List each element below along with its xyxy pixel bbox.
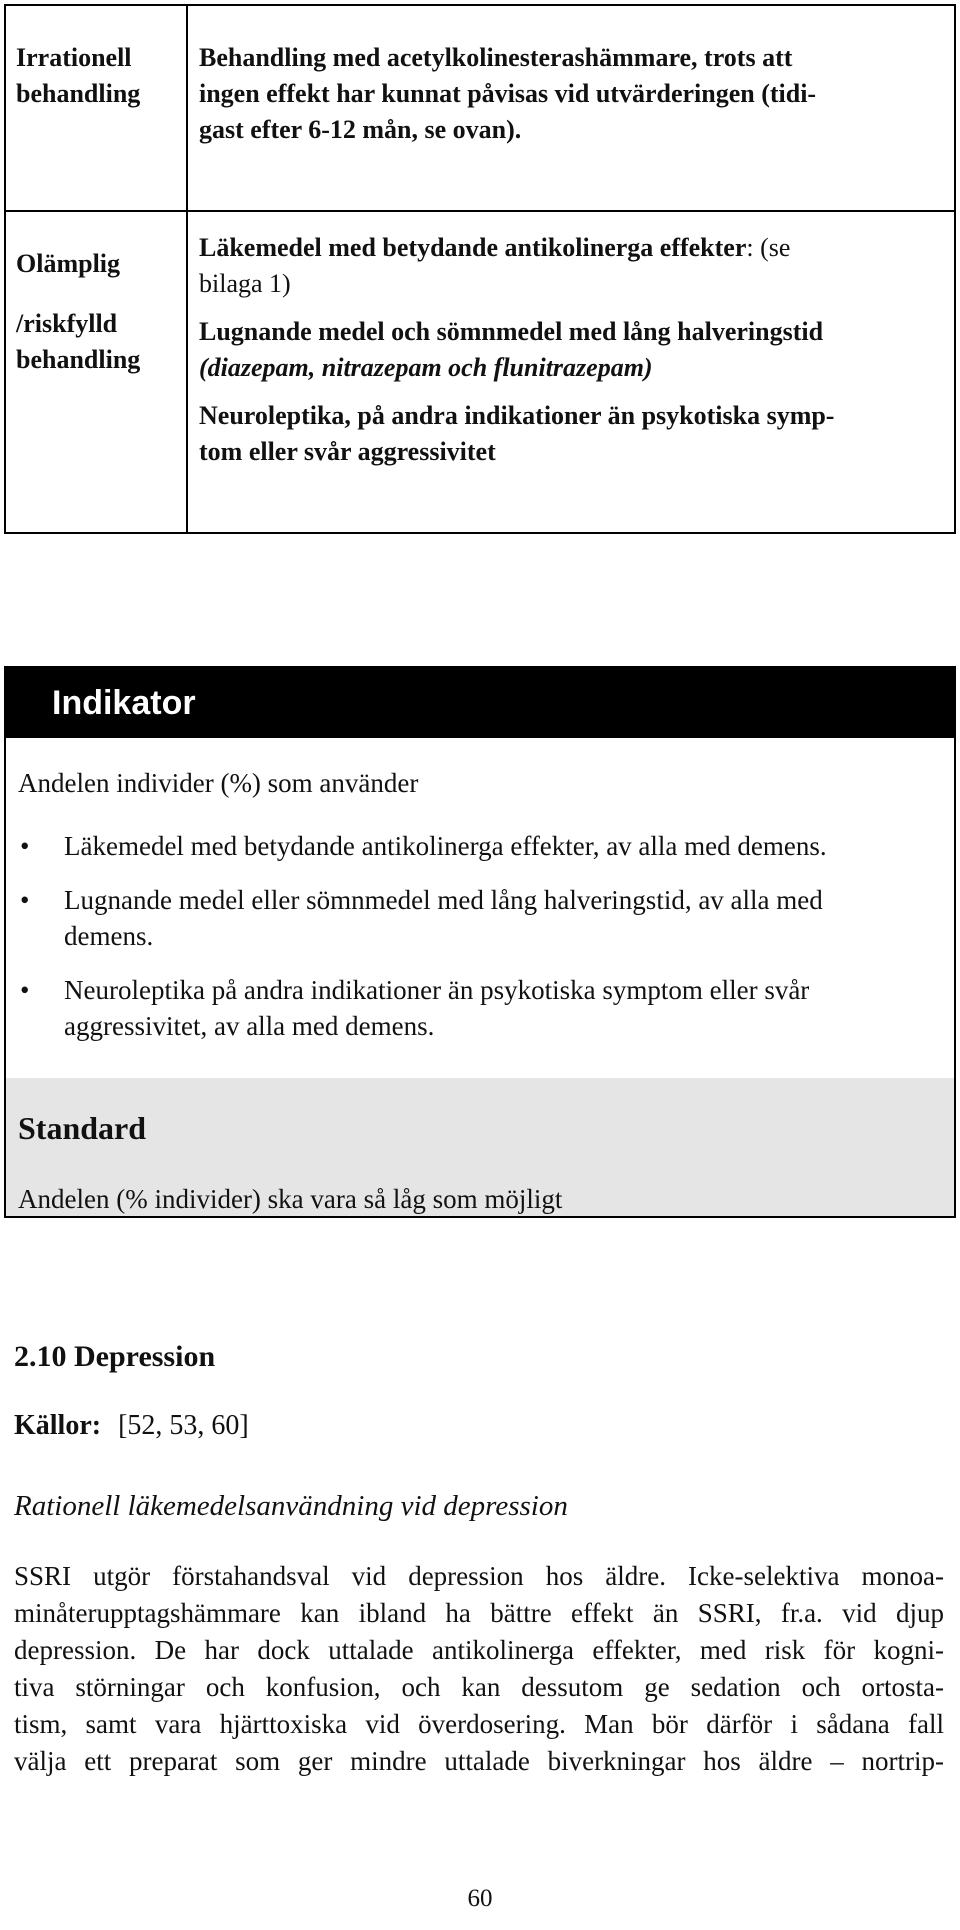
row-label-irrational: [16, 40, 181, 112]
indicator-intro: Andelen individer (%) som använder: [18, 768, 419, 798]
section-heading: 2.10 Depression: [14, 1340, 216, 1373]
table-row-unsuitable: [6, 210, 954, 532]
text-line: Behandling med acetylkolinesterashämmare, trots att: [199, 43, 793, 72]
item-rest: bilaga 1): [199, 269, 291, 298]
row-text-unsuitable: [199, 230, 940, 482]
label-line: /riskfylld: [16, 309, 118, 338]
paragraph-line: välja ett preparat som ger mindre uttalade biverkningar hos äldre – nortrip-: [14, 1746, 944, 1776]
standard-text: Andelen (% individer) ska vara så låg som möjligt: [18, 1184, 563, 1214]
column-divider: [186, 210, 188, 532]
bullet-line: Läkemedel med betydande antikolinerga effekter, av alla med demens.: [64, 831, 827, 861]
paragraph-line: depression. De har dock uttalade antikolinerga effekter, med risk för kogni-: [14, 1635, 944, 1665]
text-line: ingen effekt har kunnat påvisas vid utvärderingen (tidi-: [199, 79, 817, 108]
bullet-line: Lugnande medel eller sömnmedel med lång halveringstid, av alla med: [64, 885, 823, 915]
label-line: behandling: [16, 345, 141, 374]
paragraph-line: SSRI utgör förstahandsval vid depression hos äldre. Icke-selektiva monoa-: [14, 1561, 944, 1591]
bullet-line: aggressivitet, av alla med demens.: [64, 1011, 435, 1041]
page-number: 60: [467, 1885, 493, 1912]
subheading: Rationell läkemedelsanvändning vid depression: [14, 1490, 568, 1522]
sources-label: Källor:: [14, 1410, 102, 1441]
column-divider: [186, 6, 188, 210]
paragraph-line: minåterupptagshämmare kan ibland ha bättre effekt än SSRI, fr.a. vid djup: [14, 1598, 944, 1628]
bullet-icon: •: [20, 975, 30, 1005]
paragraph-line: tiva störningar och konfusion, och kan dessutom ge sedation och ortosta-: [14, 1672, 944, 1702]
body-paragraph: [14, 1558, 944, 1780]
standard-section: [6, 1078, 954, 1216]
item-neuroleptics: [199, 398, 940, 470]
standard-title: Standard: [18, 1110, 147, 1146]
bullet-line: demens.: [64, 921, 154, 951]
bullet-line: Neuroleptika på andra indikationer än psykotiska symptom eller svår: [64, 975, 810, 1005]
item-line: tom eller svår aggressivitet: [199, 437, 496, 466]
paragraph-line: tism, samt vara hjärttoxiska vid överdosering. Man bör därför i sådana fall: [14, 1709, 944, 1739]
label-line: Olämplig: [16, 249, 121, 278]
list-item: [18, 882, 940, 954]
item-line: Lugnande medel och sömnmedel med lång halveringstid: [199, 317, 824, 346]
item-anticholinergic: [199, 230, 940, 302]
item-line: Neuroleptika, på andra indikationer än psykotiska symp-: [199, 401, 835, 430]
item-bold: Läkemedel med betydande antikolinerga effekter: [199, 233, 747, 262]
row-label-unsuitable: [16, 246, 181, 378]
list-item: [18, 972, 940, 1044]
row-text-irrational: [199, 40, 940, 148]
list-item: [18, 828, 940, 864]
treatment-table: [4, 4, 956, 534]
item-rest: : (se: [746, 233, 791, 262]
text-line: gast efter 6-12 mån, se ovan).: [199, 115, 522, 144]
sources-line: [14, 1410, 249, 1442]
item-sedatives: [199, 314, 940, 386]
table-row-irrational: [6, 6, 954, 212]
indicator-box: [4, 666, 956, 1218]
indicator-heading: Indikator: [6, 668, 954, 738]
label-line: Irrationell: [16, 43, 132, 72]
sources-value: [52, 53, 60]: [118, 1410, 249, 1441]
label-line: behandling: [16, 79, 141, 108]
bullet-icon: •: [20, 885, 30, 915]
bullet-icon: •: [20, 831, 30, 861]
indicator-bullet-list: [18, 828, 940, 1062]
item-line: (diazepam, nitrazepam och flunitrazepam): [199, 353, 653, 382]
